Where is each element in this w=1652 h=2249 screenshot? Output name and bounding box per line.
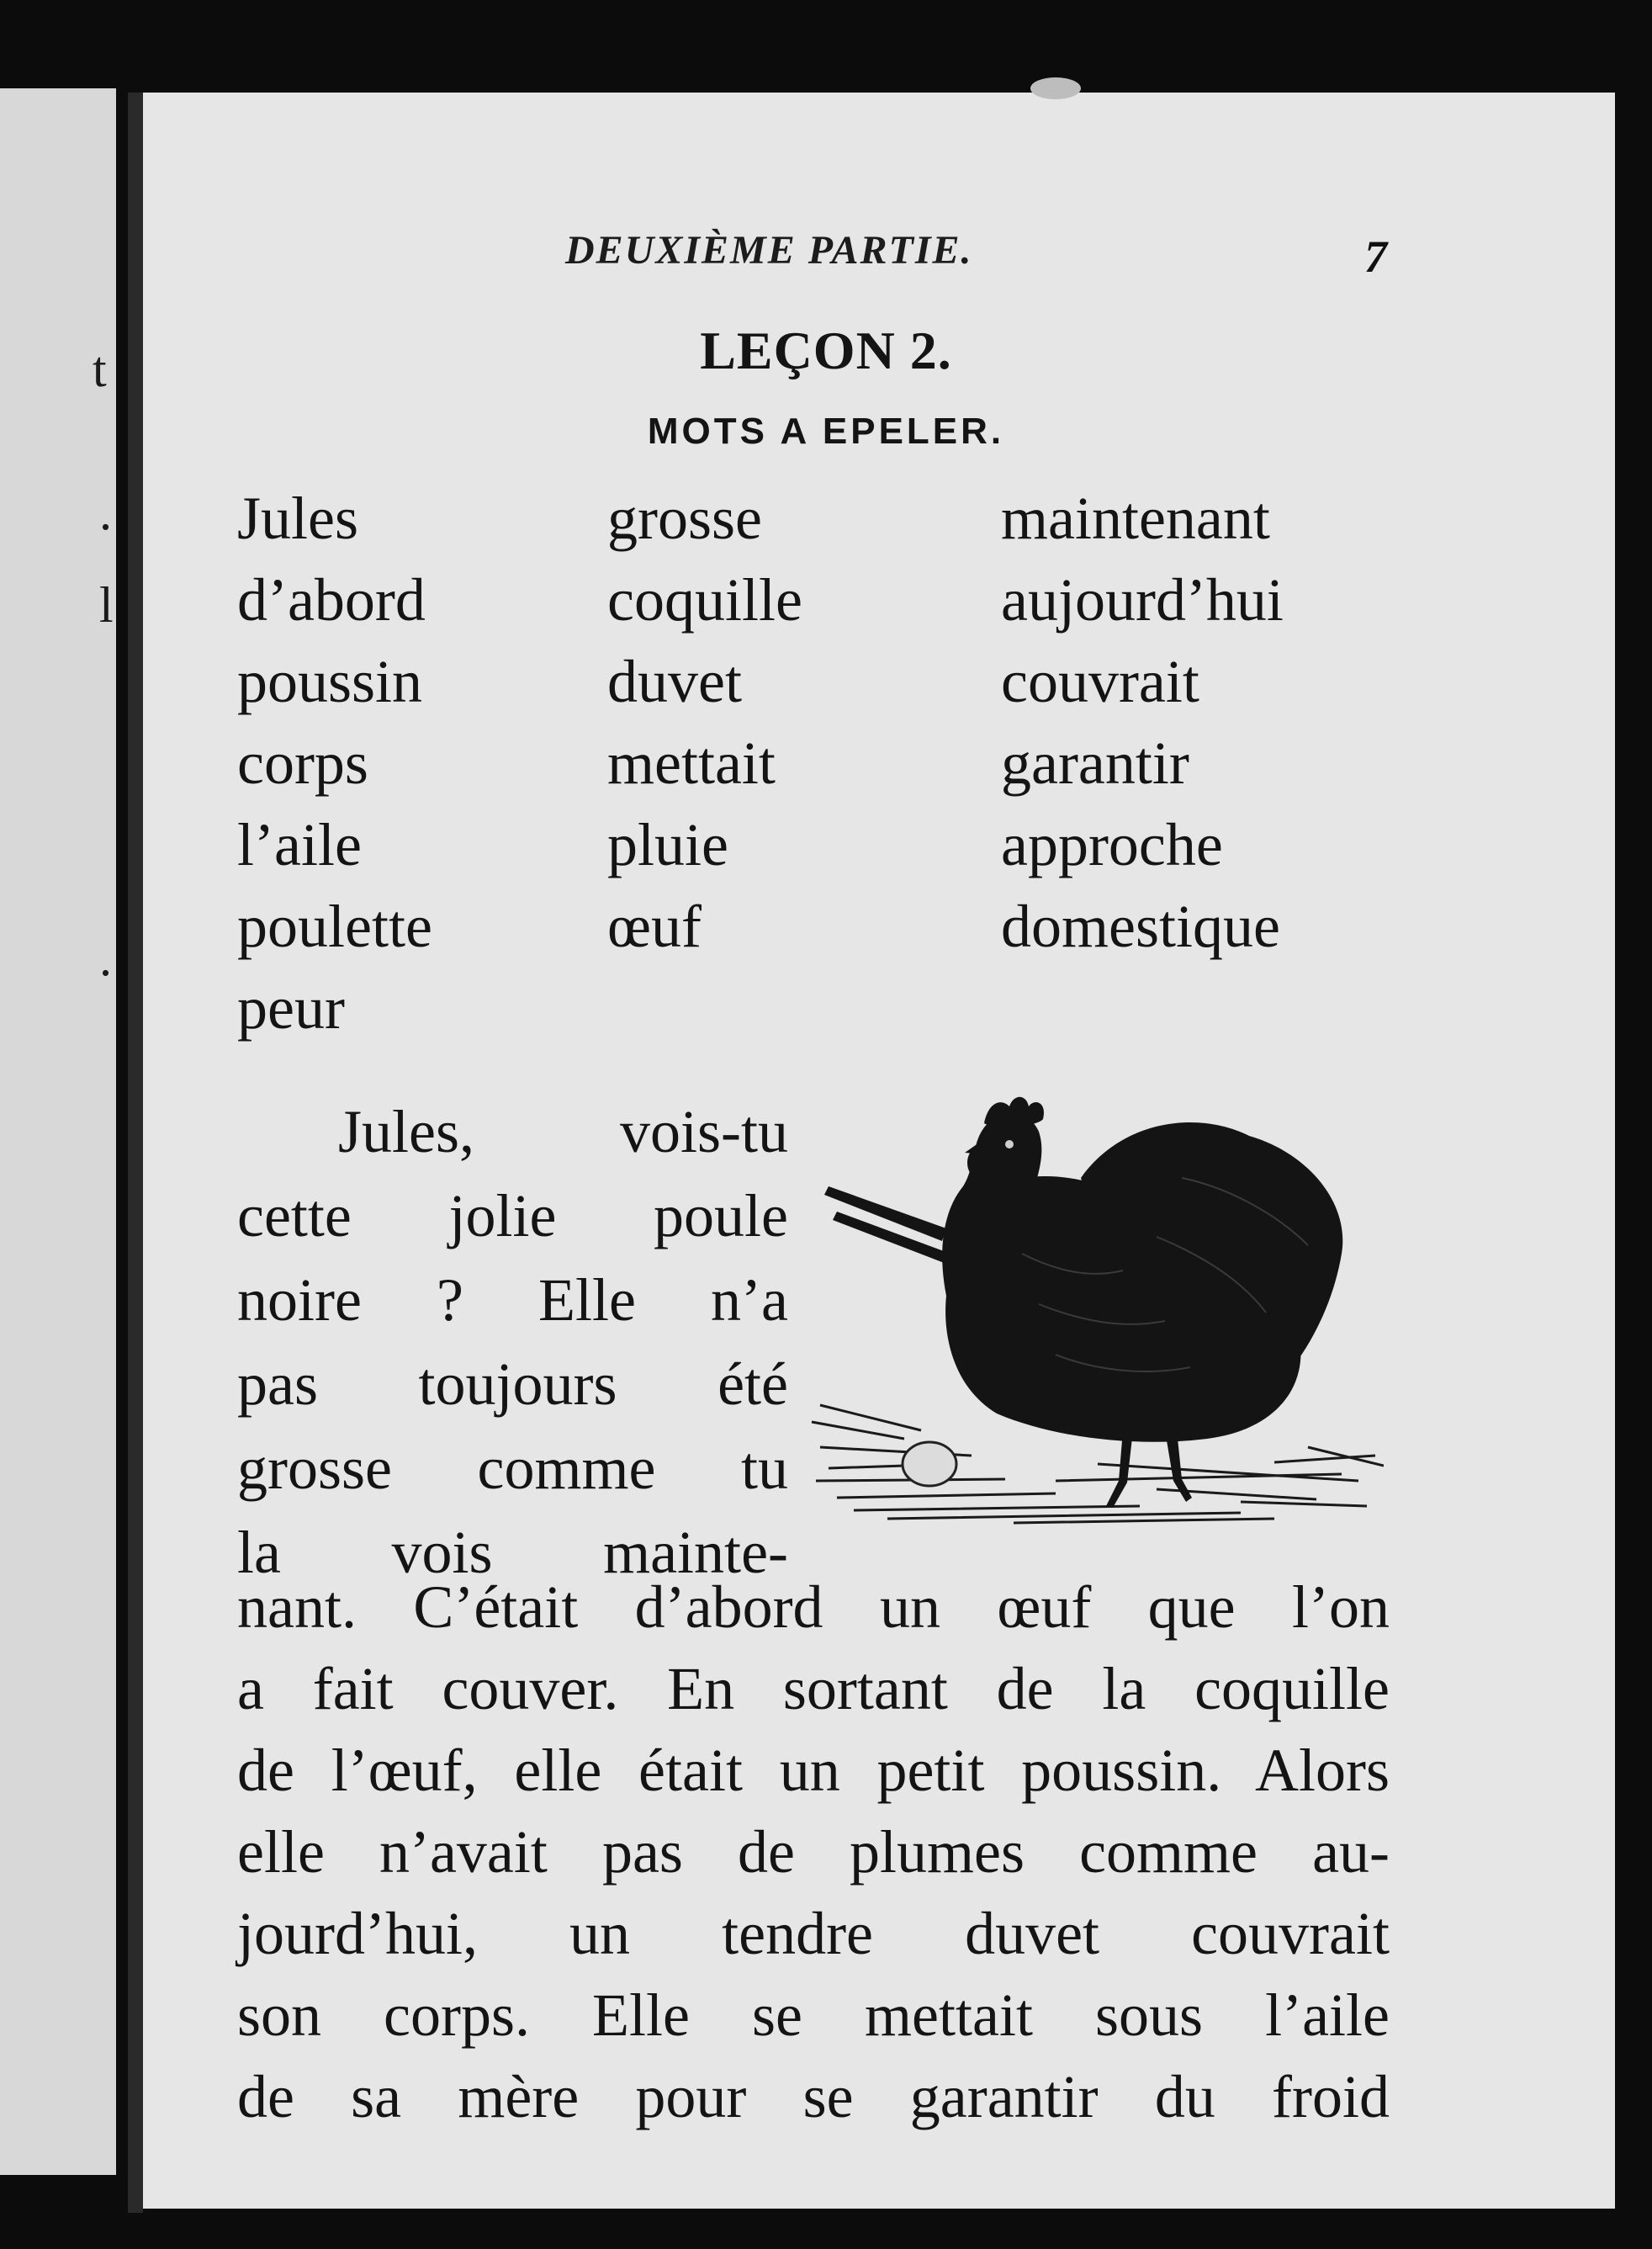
text-line: a fait couver. En sortant de la coquille: [237, 1655, 1390, 1722]
spelling-word: poussin: [237, 648, 423, 715]
left-page-fragment: .: [99, 931, 112, 986]
text-line: noire ? Elle n’a: [237, 1266, 788, 1334]
word-column-3: [1001, 478, 1284, 968]
text-line: grosse comme tu: [237, 1435, 788, 1502]
left-page-fragment: .: [99, 485, 112, 540]
left-page-edge: [0, 88, 116, 2175]
reading-paragraph-full: [237, 1567, 1390, 2138]
running-head: DEUXIÈME PARTIE.: [565, 228, 973, 273]
lesson-subtitle: MOTS A EPELER.: [647, 411, 1005, 452]
word-column-2: [607, 478, 802, 968]
spelling-word: poulette: [237, 893, 432, 960]
hen-illustration: [803, 1085, 1384, 1540]
spelling-word: approche: [1001, 811, 1223, 878]
spelling-word: duvet: [607, 648, 742, 715]
reading-paragraph-wrapped: [237, 1090, 788, 1594]
left-page-fragment: l: [99, 577, 114, 633]
text-line: de l’œuf, elle était un petit poussin. Alors: [237, 1737, 1390, 1804]
text-line: la vois mainte-: [237, 1519, 788, 1586]
spelling-word: peur: [237, 974, 345, 1042]
hen-body: [824, 1097, 1342, 1508]
spelling-word: garantir: [1001, 729, 1189, 797]
spelling-word: pluie: [607, 811, 728, 878]
spelling-word: domestique: [1001, 893, 1280, 960]
spelling-word: Jules: [237, 485, 358, 552]
text-line: nant. C’était d’abord un œuf que l’on: [237, 1573, 1390, 1641]
spelling-word: mettait: [607, 729, 776, 797]
hen-beak: [965, 1141, 983, 1154]
spelling-word: maintenant: [1001, 485, 1270, 552]
page-header: [0, 227, 1652, 282]
text-line: cette jolie poule: [237, 1182, 788, 1249]
text-line: pas toujours été: [237, 1350, 788, 1418]
spelling-word: grosse: [607, 485, 762, 552]
spelling-word: l’aile: [237, 811, 362, 878]
scan-smudge: [1030, 77, 1081, 99]
spelling-word: couvrait: [1001, 648, 1199, 715]
text-line: elle n’avait pas de plumes comme au-: [237, 1818, 1390, 1886]
egg: [903, 1442, 956, 1486]
text-line: son corps. Elle se mettait sous l’aile: [237, 1981, 1390, 2049]
text-line: jourd’hui, un tendre duvet couvrait: [237, 1900, 1390, 1967]
spelling-word: d’abord: [237, 566, 426, 634]
hen-eye: [1005, 1140, 1014, 1148]
page-number: 7: [1364, 231, 1387, 282]
lesson-title: LEÇON 2.: [700, 321, 952, 380]
spelling-word: corps: [237, 729, 368, 797]
text-line: Jules, vois-tu: [338, 1098, 788, 1165]
spelling-word: aujourd’hui: [1001, 566, 1284, 634]
spelling-word: œuf: [607, 893, 702, 960]
left-page-fragment: t: [93, 342, 107, 397]
word-column-1: [237, 478, 432, 1049]
text-line: de sa mère pour se garantir du froid: [237, 2063, 1390, 2130]
spelling-word: coquille: [607, 566, 802, 634]
